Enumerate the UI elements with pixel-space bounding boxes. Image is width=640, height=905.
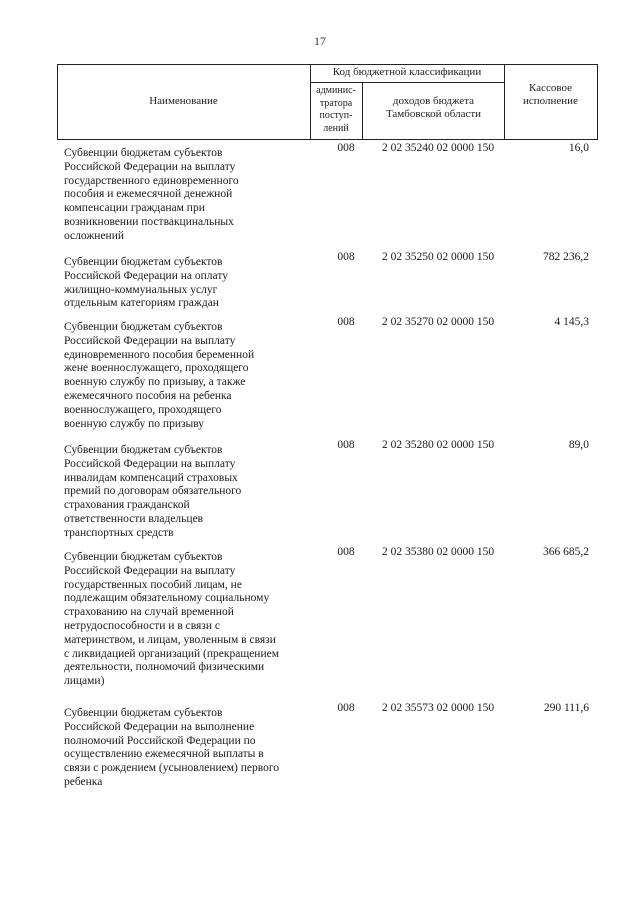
row-admin-code: 008 bbox=[337, 142, 355, 154]
row-name: Субвенции бюджетам субъектов Российской Федерации на выполнение полномочий Российской Федерации по осуществлению ежемесячной выплаты в связи с рождением (усыновлением) первого ребенка bbox=[64, 707, 280, 788]
header-admin-col: админис- тратора поступ- лений bbox=[316, 85, 356, 134]
row-name: Субвенции бюджетам субъектов Российской Федерации на выплату единовременного пособия беременной жене военнослужащего, проходящего военную службу по призыву, а также ежемесячного пособия на ребенка военнослужащего, проходящего военную службу по призыву bbox=[64, 321, 255, 430]
header-income-col: доходов бюджета Тамбовской области bbox=[385, 95, 482, 120]
row-amount: 16,0 bbox=[568, 142, 589, 154]
row-income-code: 2 02 35573 02 0000 150 bbox=[381, 702, 495, 714]
header-border-top bbox=[57, 64, 598, 65]
row-income-code: 2 02 35380 02 0000 150 bbox=[381, 546, 495, 558]
row-income-code: 2 02 35270 02 0000 150 bbox=[381, 316, 495, 328]
table-header bbox=[57, 64, 598, 140]
row-income-code: 2 02 35250 02 0000 150 bbox=[381, 251, 495, 263]
row-name: Субвенции бюджетам субъектов Российской Федерации на выплату государственного единовременного пособия и ежемесячной денежной компенсации гражданам при возникновении поствакцинальных осложнений bbox=[64, 147, 239, 242]
header-budget-code-group: Код бюджетной классификации bbox=[332, 66, 482, 78]
row-name: Субвенции бюджетам субъектов Российской Федерации на оплату жилищно-коммунальных услуг отдельным категориям граждан bbox=[64, 256, 228, 310]
row-admin-code: 008 bbox=[337, 702, 355, 714]
row-amount: 89,0 bbox=[568, 439, 589, 451]
header-border-bottom bbox=[57, 139, 598, 140]
row-income-code: 2 02 35240 02 0000 150 bbox=[381, 142, 495, 154]
row-name: Субвенции бюджетам субъектов Российской Федерации на выплату государственных пособий лицам, не подлежащим обязательному социальному страхованию на случай временной нетрудоспособности и в связи с материнством, и лицам, уволенным в связи с ликвидацией организаций (прекращением деятельности, полномочий физическими лицами) bbox=[64, 551, 279, 688]
row-admin-code: 008 bbox=[337, 546, 355, 558]
page-number: 17 bbox=[314, 34, 326, 48]
row-amount: 366 685,2 bbox=[543, 546, 589, 558]
header-divider-group bbox=[310, 82, 505, 83]
row-income-code: 2 02 35280 02 0000 150 bbox=[381, 439, 495, 451]
row-admin-code: 008 bbox=[337, 316, 355, 328]
header-name-col: Наименование bbox=[149, 95, 218, 107]
header-cash-col: Кассовое исполнение bbox=[523, 82, 578, 107]
row-name: Субвенции бюджетам субъектов Российской Федерации на выплату инвалидам компенсаций страховых премий по договорам обязательного страхования гражданской ответственности владельцев транспортных средств bbox=[64, 444, 242, 539]
row-amount: 782 236,2 bbox=[543, 251, 589, 263]
header-border-right bbox=[597, 64, 598, 140]
row-amount: 4 145,3 bbox=[554, 316, 589, 328]
row-admin-code: 008 bbox=[337, 439, 355, 451]
row-amount: 290 111,6 bbox=[543, 702, 589, 714]
row-admin-code: 008 bbox=[337, 251, 355, 263]
